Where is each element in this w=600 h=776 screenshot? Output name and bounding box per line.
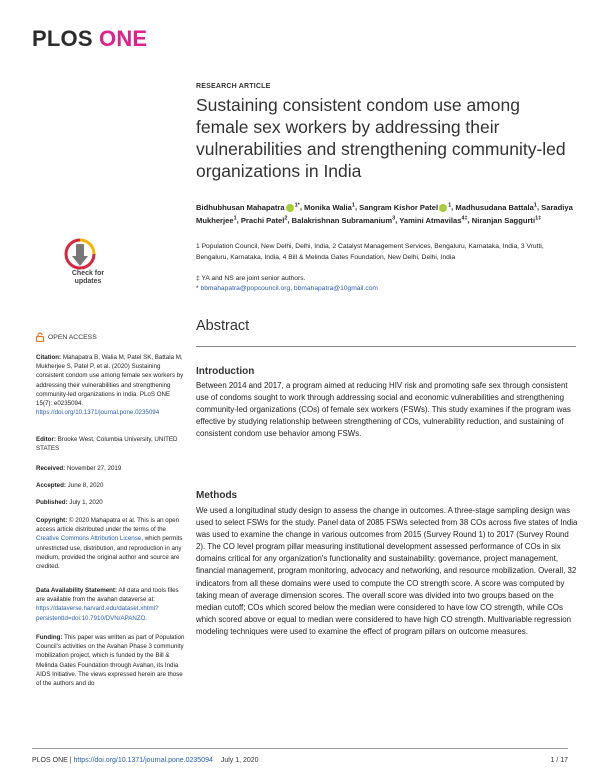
author-affiliation-marker: 1‡ [535,215,542,222]
joint-author-note: ‡ YA and NS are joint senior authors. [196,275,306,282]
published [36,498,186,507]
published-label: Published: [36,499,68,506]
footer-divider [32,748,568,749]
accepted-date: June 8, 2020 [67,482,104,489]
author-affiliation-marker: 3 [392,215,396,222]
funding-label: Funding: [36,634,63,641]
funding [36,633,186,688]
author-name: Balakrishnan Subramanium [291,215,393,225]
funding-text: This paper was written as part of Population Council's activities on the Avahan Phase 3 community mobilization project, which is funded by the Bill & Melinda Gates Foundation through Avahan, its India AIDS Initiative. The views expressed herein are those of the authors and do [36,634,185,688]
check-for-updates-label[interactable]: Check for updates [71,270,105,285]
footer-journal: PLOS ONE [32,757,68,764]
footer-doi-link[interactable]: https://doi.org/10.1371/journal.pone.0235094 [73,757,213,764]
editor-text: Brooke West, Columbia University, UNITED STATES [36,436,178,453]
methods-text: We used a longitudinal study design to assess the change in outcomes. A three-stage sampling design was used to select FSWs for the study. Panel data of 2085 FSWs selected from 38 COs across five states of India was used to examine the change in various outcomes from 2015 (Survey Round 1) to 2017 (Survey Round 2). The CO level program pillar measuring institutional development assessed performance of COs in six domains critical for any organization's functionality and sustainability: governance, project management, financial management, program monitoring, advocacy and networking, and resource mobilization. Overall, 32 indicators from all these domains were used to compute the CO strength score. A score was computed by taking mean of average dimension scores. The overall score was divided into two groups based on the median cutoff; COs which scored below the median were considered to have low CO strength, while COs which scored above or equal to median were considered to have high CO strength. Multivariable regression modeling techniques were used to examine the effect of program pillars on outcome measures. [196,506,578,636]
author-name: Prachi Patel [240,215,285,225]
author-name: Sangram Kishor Patel [359,202,439,212]
license-link[interactable]: Creative Commons Attribution License [36,535,142,543]
open-access [36,332,97,342]
article-type: RESEARCH ARTICLE [196,83,271,90]
correspondence-email-link[interactable]: bbmahapatra@popcouncil.org, bbmahapatra@10gmail.com [200,285,378,292]
citation [36,353,186,417]
author-affiliation-marker: 1 [448,202,452,208]
editor [36,435,186,453]
open-access-label: OPEN ACCESS [48,333,97,341]
journal-logo [32,26,147,52]
author-affiliation-marker: 4‡ [461,215,468,222]
author-affiliation-marker: 1 [233,215,237,222]
author-name: Yamini Atmavilas [399,215,462,225]
author [359,203,451,212]
accepted-label: Accepted: [36,482,66,489]
citation-label: Citation: [36,354,62,361]
abstract-heading: Abstract [196,318,250,334]
author [399,216,467,225]
data-availability-label: Data Availability Statement: [36,587,118,594]
author [304,203,355,212]
orcid-icon[interactable] [439,204,447,212]
received-date: November 27, 2019 [66,465,122,472]
author-affiliation-marker: 1 [351,202,355,208]
article-title: Sustaining consistent condom use among female sex workers by addressing their vulnerabilities and strengthening community-led organizations in India [196,95,566,181]
open-lock-icon [36,332,44,342]
introduction-text: Between 2014 and 2017, a program aimed at reducing HIV risk and promoting safe sex through consistent use of condoms sought to work through addressing social and economic vulnerabilities and strengthening community-led organizations (COs) of female sex workers (FSWs). This study examines if the program was effective by studying relationship between strengthening of COs, vulnerability reduction, and sustaining of consistent condom use behavior among FSWs. [196,381,571,439]
author-name: Monika Walia [304,202,352,212]
journal-logo-one: ONE [99,26,148,51]
dataverse-link[interactable]: https://dataverse.harvard.edu/dataset.xhtml?persistentId=doi:10.7910/DVN/APANZO. [36,605,159,622]
received [36,464,186,473]
introduction-heading: Introduction [196,366,255,377]
author [472,216,541,225]
author-name: Madhusudana Battala [455,202,534,212]
correspondence-marker: * [196,285,199,292]
correspondence [196,284,576,294]
page-number: 1 / 17 [550,757,568,764]
journal-logo-plos: PLOS [32,26,93,51]
author [196,203,300,212]
author-affiliation-marker: 1 [533,202,537,208]
author-affiliation-marker: 1* [294,202,300,208]
footer-date: July 1, 2020 [220,757,259,764]
author [241,216,288,225]
citation-text: Mahapatra B, Walia M, Patel SK, Battala M, Mukherjee S, Patel P, et al. (2020) Sustaining consistent condom use among female sex workers by addressing their vulnerabilities and strengthening community-led organizations in India. PLoS ONE 15(7): e0235094. [36,354,184,408]
accepted [36,481,186,490]
received-label: Received: [36,465,66,472]
copyright-label: Copyright: [36,517,68,524]
methods-heading: Methods [196,490,238,501]
page-footer [32,757,568,764]
data-availability-text: All data and tools files are available from the avahan dataverse at: [36,587,179,604]
author-name: Bidhubhusan Mahapatra [196,202,285,212]
copyright-text-cont: , which permits unrestricted use, distribution, and reproduction in any medium, provided the original author and source are credited. [36,535,183,571]
affiliations: 1 Population Council, New Delhi, Delhi, India, 2 Catalyst Management Services, Bengaluru, Karnataka, India, 3 Vrutti, Bengaluru, Karnataka, India, 4 Bill & Melinda Gates Foundation, New Delhi, Delhi, India [196,243,544,261]
author-notes [196,274,576,294]
author [455,203,537,212]
editor-label: Editor: [36,436,56,443]
author-list: Bidhubhusan Mahapatra $^{1*}$, Monika Walia$^1$, Sangram Kishor Patel $^1$, Madhusudana Battala$^1$, Saradiya Mukherjee$^1$, Prachi Patel$^2$, Balakrishnan Subramanium$^3$, Yamini Atmavilas$^{4\ddagger}$, Niranjan Saggurti$^{1\ddagger}$ [196,202,573,225]
author-affiliation-marker: 2 [284,215,288,222]
copyright [36,516,186,571]
citation-doi-link[interactable]: https://doi.org/10.1371/journal.pone.0235094 [36,409,160,417]
copyright-text: © 2020 Mahapatra et al. This is an open access article distributed under the terms of the [36,517,180,534]
author [292,216,396,225]
published-date: July 1, 2020 [69,499,103,506]
author-name: Niranjan Saggurti [471,215,536,225]
data-availability [36,586,186,623]
footer-separator: | [67,757,74,764]
orcid-icon[interactable] [286,204,294,212]
author-name: Saradiya Mukherjee [196,202,573,225]
abstract-divider [196,346,576,347]
